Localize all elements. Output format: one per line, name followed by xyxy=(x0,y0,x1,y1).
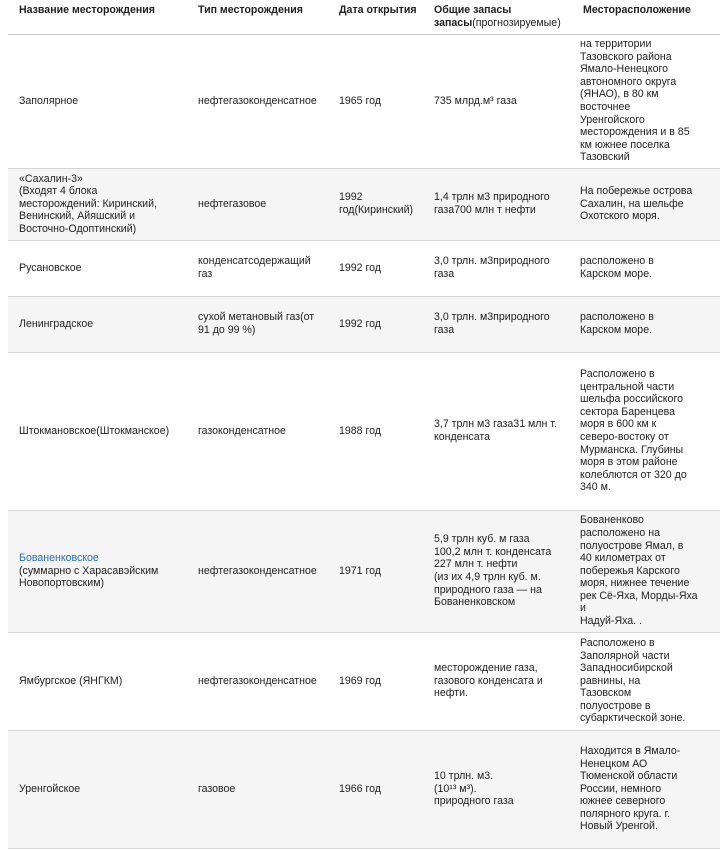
cell-location: Бованенково расположено на полуострове Ямал, в 40 километрах от побережья Карского моря, нижнее течение рек Сё-Яха, Морды-Яха и Надуй-Яха. . xyxy=(572,510,720,632)
cell-name xyxy=(8,510,187,632)
table-row xyxy=(8,34,720,168)
cell-date: 1969 год xyxy=(328,632,423,730)
cell-type: газоконденсатное xyxy=(187,352,328,510)
cell-date: 1992 год xyxy=(328,296,423,352)
cell-location: расположено в Карском море. xyxy=(572,240,720,296)
cell-reserves: 735 млрд.м³ газа xyxy=(423,34,572,168)
cell-reserves: месторождение газа, газового конденсата и нефти. xyxy=(423,632,572,730)
cell-name: Ленинградское xyxy=(8,296,187,352)
cell-location: Расположено в центральной части шельфа российского сектора Баренцева моря в 600 км к северо-востоку от Мурманска. Глубины моря в этом районе колеблются от 320 до 340 м. xyxy=(572,352,720,510)
cell-reserves: 3,0 трлн. м3природного газа xyxy=(423,240,572,296)
table-row xyxy=(8,168,720,240)
cell-date: 1992 год xyxy=(328,240,423,296)
cell-name-note: (суммарно с Харасавэйским Новопортовским) xyxy=(19,564,159,590)
cell-type: нефтегазоконденсатное xyxy=(187,34,328,168)
cell-name: Заполярное xyxy=(8,34,187,168)
cell-type: нефтегазоконденсатное xyxy=(187,632,328,730)
cell-name: Ямбургское (ЯНГКМ) xyxy=(8,632,187,730)
cell-date: 1966 год xyxy=(328,730,423,848)
cell-reserves: 5,9 трлн куб. м газа 100,2 млн т. конденсата 227 млн т. нефти (из их 4,9 трлн куб. м. природного газа — на Бованенковском xyxy=(423,510,572,632)
cell-type: сухой метановый газ(от 91 до 99 %) xyxy=(187,296,328,352)
field-link-bovanenkovskoe[interactable]: Бованенковское xyxy=(19,552,99,565)
header-reserves: Общие запасы запасы(прогнозируемые) xyxy=(423,0,572,34)
table-row xyxy=(8,352,720,510)
gas-fields-table xyxy=(8,0,720,849)
header-location: Месторасположение xyxy=(572,0,720,34)
cell-type: нефтегазоконденсатное xyxy=(187,510,328,632)
header-reserves-sub: (прогнозируемые) xyxy=(472,16,561,29)
cell-location: расположено в Карском море. xyxy=(572,296,720,352)
cell-name: Уренгойское xyxy=(8,730,187,848)
table-row xyxy=(8,730,720,848)
cell-date: 1992 год(Киринский) xyxy=(328,168,423,240)
cell-type: нефтегазовое xyxy=(187,168,328,240)
cell-location: Находится в Ямало- Ненецком АО Тюменской области России, немного южнее северного полярного круга. г. Новый Уренгой. xyxy=(572,730,720,848)
table-header-row xyxy=(8,0,720,34)
cell-location: Расположено в Заполярной части Западносибирской равнины, на Тазовском полуострове в субарктической зоне. xyxy=(572,632,720,730)
cell-type: конденсатсодержащий газ xyxy=(187,240,328,296)
cell-date: 1971 год xyxy=(328,510,423,632)
cell-name: «Сахалин-3» (Входят 4 блока месторождений: Киринский, Венинский, Айяшский и Восточно-Одоптинский) xyxy=(8,168,187,240)
cell-reserves: 3,7 трлн м3 газа31 млн т. конденсата xyxy=(423,352,572,510)
cell-name: Штокмановское(Штокманское) xyxy=(8,352,187,510)
cell-location: на территории Тазовского района Ямало-Ненецкого автономного округа (ЯНАО), в 80 км восточнее Уренгойского месторождения и в 85 км южнее поселка Тазовский xyxy=(572,34,720,168)
cell-reserves: 3,0 трлн. м3природного газа xyxy=(423,296,572,352)
table-row xyxy=(8,632,720,730)
cell-location: На побережье острова Сахалин, на шельфе Охотского моря. xyxy=(572,168,720,240)
table-row xyxy=(8,510,720,632)
table-row xyxy=(8,240,720,296)
header-reserves-main: Общие запасы xyxy=(434,4,512,16)
cell-reserves: 1,4 трлн м3 природного газа700 млн т нефти xyxy=(423,168,572,240)
table-row xyxy=(8,296,720,352)
cell-date: 1988 год xyxy=(328,352,423,510)
header-type: Тип месторождения xyxy=(187,0,328,34)
cell-name: Русановское xyxy=(8,240,187,296)
header-date: Дата открытия xyxy=(328,0,423,34)
cell-date: 1965 год xyxy=(328,34,423,168)
cell-type: газовое xyxy=(187,730,328,848)
header-name: Название месторождения xyxy=(8,0,187,34)
cell-reserves: 10 трлн. м3. (10¹³ м³). природного газа xyxy=(423,730,572,848)
